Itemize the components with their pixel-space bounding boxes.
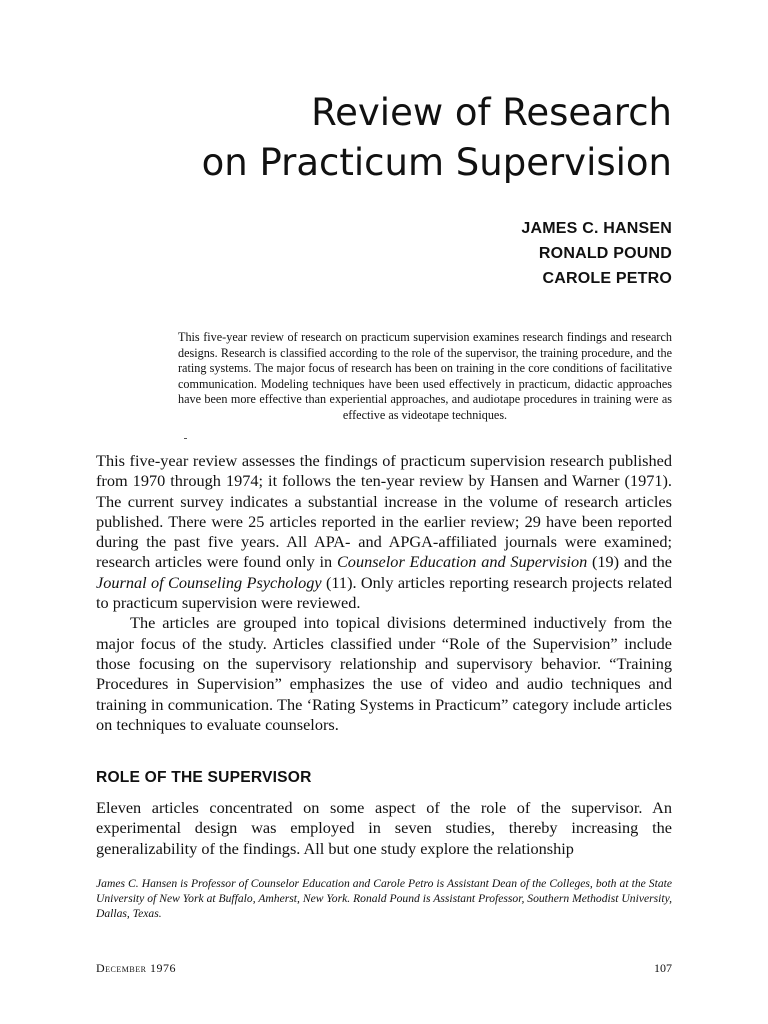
abstract: This five-year review of research on practicum supervision examines research findings and research designs. Research is classified according to the role of the supervisor, the training procedure, and the rating systems. The major focus of research has been on training in the core conditions of facilitative communication. Modeling techniques have been used effectively in practicum, didactic approaches have been more effective than experiential approaches, and audiotape procedures in training were as effective as videotape techniques.: [178, 330, 672, 422]
article-title: [72, 88, 672, 188]
paragraph-1-part-b: (19) and the: [587, 552, 672, 572]
decorative-dot: [184, 438, 187, 439]
journal-name-counseling-psychology: Journal of Counseling Psychology: [96, 572, 322, 592]
author-name: CAROLE PETRO: [542, 270, 672, 287]
author-list: [352, 216, 672, 291]
section-heading: ROLE OF THE SUPERVISOR: [96, 769, 312, 786]
paragraph-3: Eleven articles concentrated on some aspect of the role of the supervisor. An experimental design was employed in seven studies, thereby increasing the generalizability of the findings. All but one study explore the relationship: [96, 798, 672, 858]
article-title-line-2: on Practicum Supervision: [201, 141, 672, 184]
paragraph-1-part-a: This five-year review assesses the findings of practicum supervision research published from 1970 through 1974; it follows the ten-year review by Hansen and Warner (1971). The current survey indicates a substantial increase in the volume of research articles published. There were 25 articles reported in the earlier review; 29 have been reported during the past five years. All APA- and APGA-affiliated journals were examined; research articles were found only in: [96, 451, 672, 572]
body-paragraphs: [96, 451, 672, 735]
page-number: 107: [654, 961, 672, 975]
journal-name-counselor-education: Counselor Education and Supervision: [336, 552, 588, 572]
author-name: RONALD POUND: [538, 245, 672, 262]
paragraph-1-part-c: (11). Only articles reporting research projects related to practicum supervision were reviewed.: [96, 572, 672, 613]
author-name: JAMES C. HANSEN: [521, 220, 672, 237]
author-footnote: James C. Hansen is Professor of Counselor Education and Carole Petro is Assistant Dean of the Colleges, both at the State University of New York at Buffalo, Amherst, New York. Ronald Pound is Assistant Professor, Southern Methodist University, Dallas, Texas.: [96, 877, 672, 920]
paragraph-2: The articles are grouped into topical divisions determined inductively from the major focus of the study. Articles classified under “Role of the Supervision” include those focusing on the supervisory relationship and supervisory behavior. “Training Procedures in Supervision” emphasizes the use of video and audio techniques and training in communication. The ‘Rating Systems in Practicum” category include articles on techniques to evaluate counselors.: [96, 613, 672, 734]
issue-date: [96, 961, 176, 976]
article-title-line-1: Review of Research: [311, 91, 672, 134]
issue-date-text: December 1976: [96, 961, 176, 975]
